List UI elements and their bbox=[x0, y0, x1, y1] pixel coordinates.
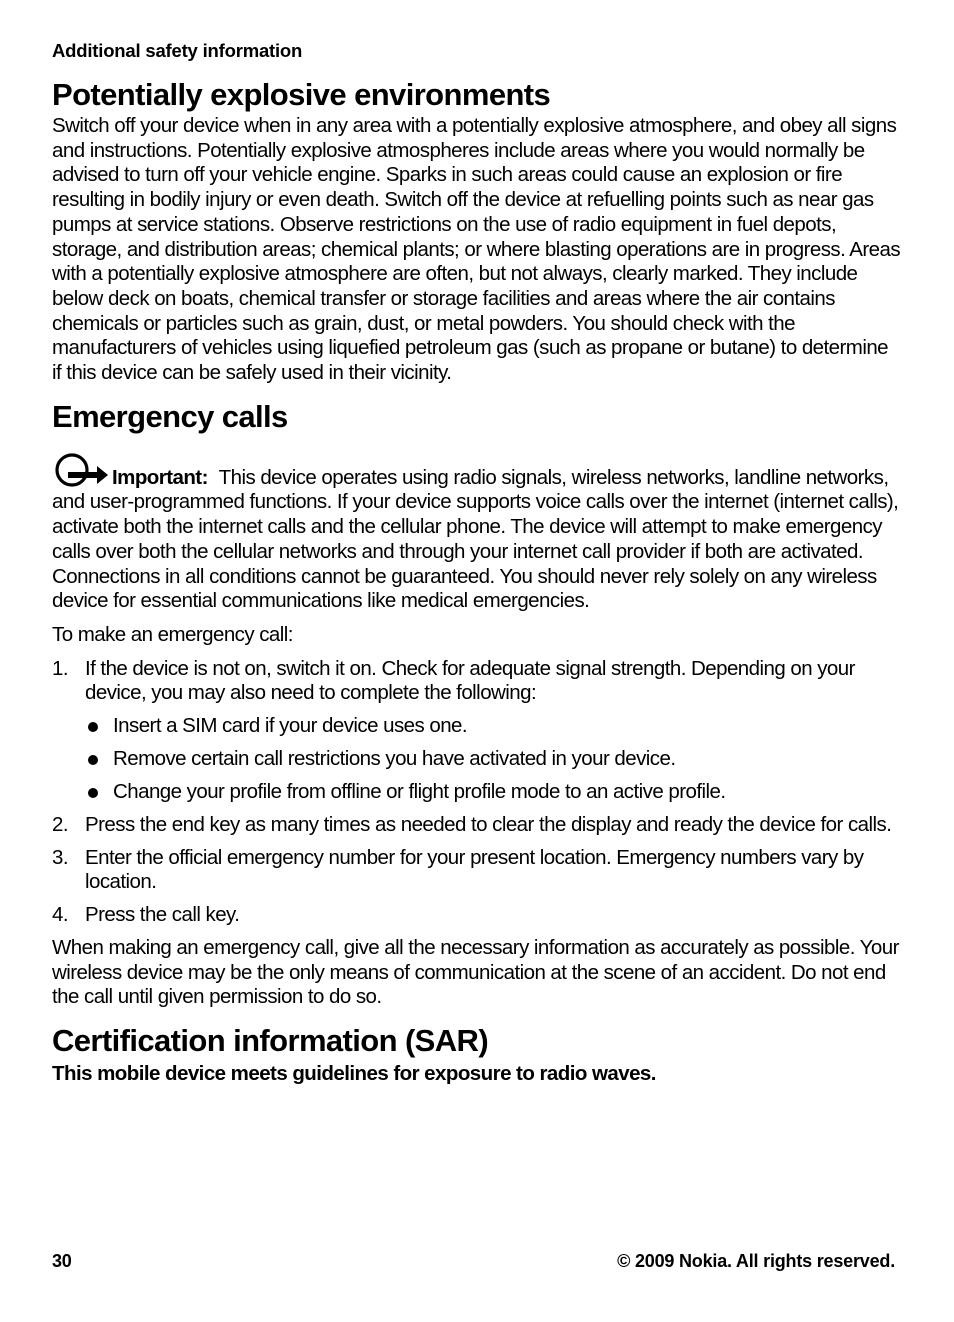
step-bullets bbox=[85, 714, 902, 805]
page-number: 30 bbox=[52, 1251, 72, 1271]
emergency-steps bbox=[52, 657, 902, 928]
step-item bbox=[52, 903, 902, 928]
bullet-item bbox=[85, 780, 902, 805]
emergency-intro: To make an emergency call: bbox=[52, 622, 293, 646]
step-item bbox=[52, 813, 902, 838]
emergency-closing-paragraph: When making an emergency call, give all the necessary information as accurately as possible. Your wireless device may be the only means of communication at the scene of an accident. Do not end the call until given permission to do so. bbox=[52, 935, 899, 1009]
bullet-icon bbox=[88, 755, 98, 765]
bullet-text: Remove certain call restrictions you have activated in your device. bbox=[113, 747, 676, 771]
bullet-text: Change your profile from offline or flight profile mode to an active profile. bbox=[113, 780, 726, 804]
step-number: 1. bbox=[52, 656, 68, 680]
step-item bbox=[52, 846, 902, 895]
bullet-icon bbox=[88, 722, 98, 732]
running-header: Additional safety information bbox=[52, 40, 303, 61]
step-text: If the device is not on, switch it on. Check for adequate signal strength. Depending on your device, you may also need to complete the following: bbox=[85, 656, 855, 705]
bullet-item bbox=[85, 747, 902, 772]
explosive-paragraph: Switch off your device when in any area with a potentially explosive atmosphere, and obey all signs and instructions. Potentially explosive atmospheres include areas where you would normally be advised to turn off your vehicle engine. Sparks in such areas could cause an explosion or fire resulting in bodily injury or even death. Switch off the device at refuelling points such as near gas pumps at service stations. Observe restrictions on the use of radio equipment in fuel depots, storage, and distribution areas; chemical plants; or where blasting operations are in progress. Areas with a potentially explosive atmosphere are often, but not always, clearly marked. They include below deck on boats, chemical transfer or storage facilities and areas where the air contains chemicals or particles such as grain, dust, or metal powders. You should check with the manufacturers of vehicles using liquefied petroleum gas (such as propane or butane) to determine if this device can be safely used in their vicinity. bbox=[52, 114, 901, 385]
step-text: Press the call key. bbox=[85, 903, 240, 927]
section-heading-emergency: Emergency calls bbox=[52, 398, 288, 434]
important-text: This device operates using radio signals, wireless networks, landline networks, and user-programmed functions. If your device supports voice calls over the internet (internet calls), activate both the internet calls and the cellular phone. The device will attempt to make emergency calls over both the cellular networks and through your internet call provider if both are activated. Connections in all conditions cannot be guaranteed. You should never rely solely on any wireless device for essential communications like medical emergencies. bbox=[52, 465, 899, 613]
step-number: 2. bbox=[52, 813, 68, 837]
bullet-item bbox=[85, 714, 902, 739]
section-heading-sar: Certification information (SAR) bbox=[52, 1022, 489, 1058]
document-page bbox=[52, 38, 902, 1087]
bullet-icon bbox=[88, 788, 98, 798]
step-item bbox=[52, 657, 902, 805]
section-heading-explosive: Potentially explosive environments bbox=[52, 77, 551, 112]
step-number: 4. bbox=[52, 903, 68, 927]
copyright-notice: © 2009 Nokia. All rights reserved. bbox=[617, 1251, 895, 1271]
bullet-text: Insert a SIM card if your device uses one. bbox=[113, 714, 468, 738]
important-label: Important: bbox=[112, 465, 208, 489]
step-number: 3. bbox=[52, 845, 68, 869]
step-text: Press the end key as many times as needed to clear the display and ready the device for calls. bbox=[85, 813, 892, 837]
important-note bbox=[52, 450, 902, 614]
sar-subtitle: This mobile device meets guidelines for exposure to radio waves. bbox=[52, 1061, 656, 1085]
important-notice-icon bbox=[52, 450, 110, 488]
step-text: Enter the official emergency number for your present location. Emergency numbers vary by location. bbox=[85, 845, 864, 894]
